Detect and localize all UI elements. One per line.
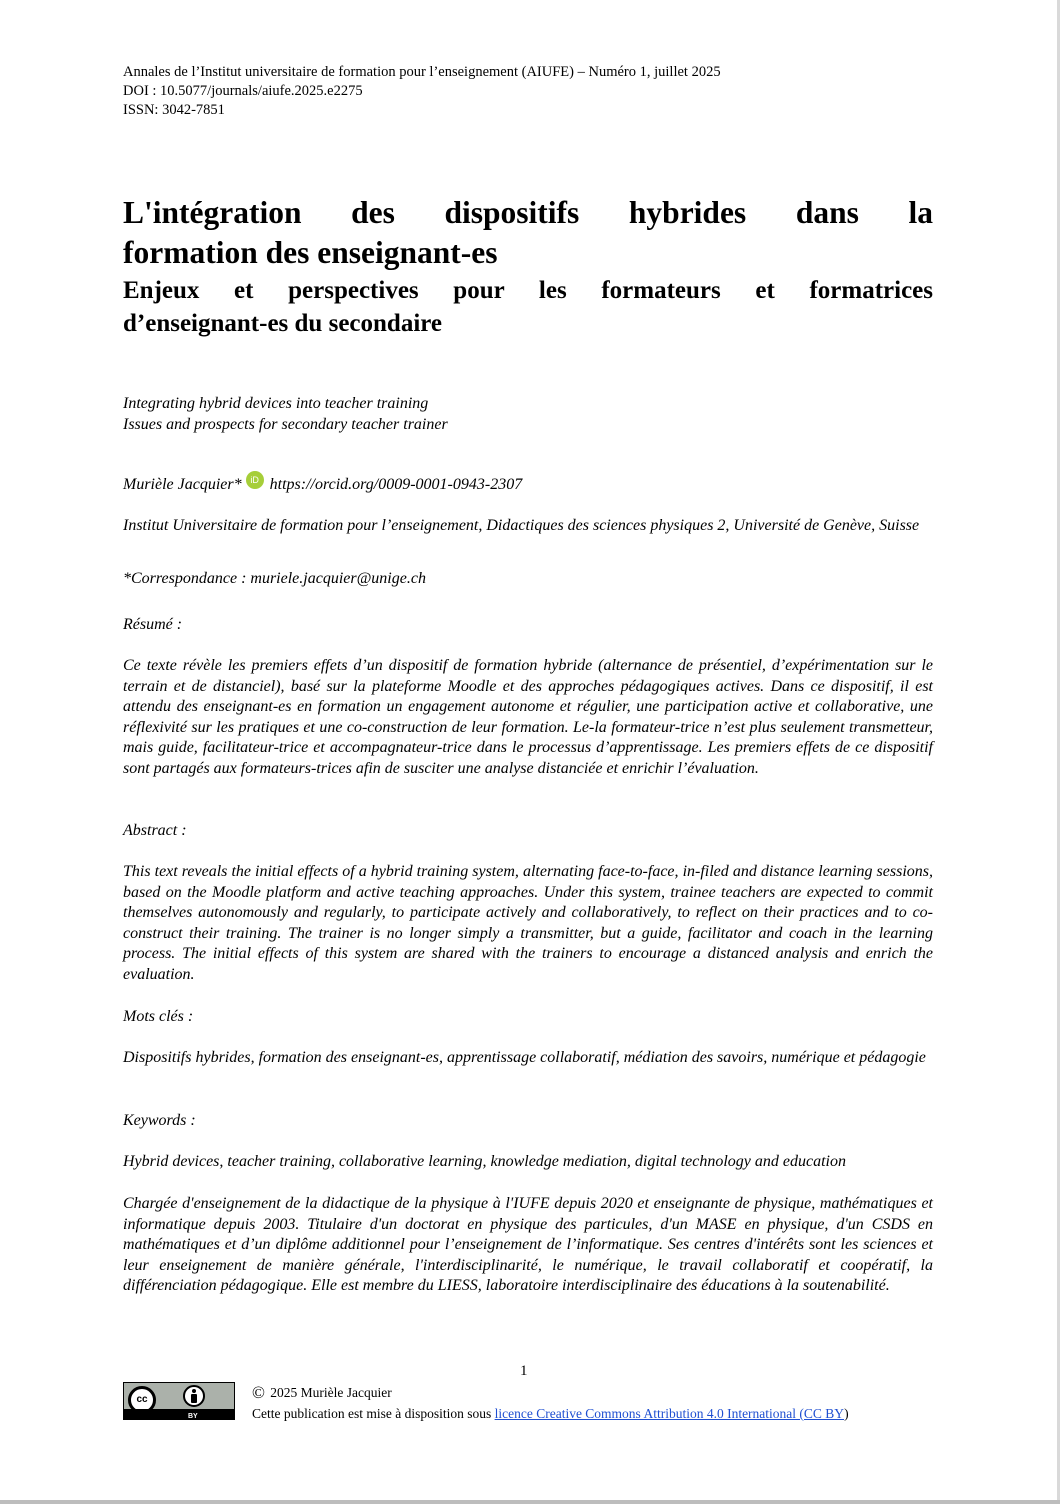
affiliation: Institut Universitaire de formation pour l’enseignement, Didactiques des sciences physiques 2, Université de Genève, Suisse: [123, 517, 920, 534]
article-subtitle: [123, 274, 933, 340]
keywords-label: Keywords :: [123, 1112, 196, 1129]
page-number: 1: [520, 1363, 528, 1379]
english-title-line-2: Issues and prospects for secondary teacher trainer: [123, 416, 448, 433]
abstract-text: This text reveals the initial effects of a hybrid training system, alternating face-to-face, in-filed and distance learning sessions, based on the Moodle platform and active teaching approaches. Under this system, trainee teachers are expected to commit themselves autonomously and regularly, to participate actively and collaboratively, to reflect on their practices and to co-construct their training. The trainer is no longer simply a transmitter, but a guide, facilitator and coach in the learning process. The initial effects of this system are shared with the trainers to encourage a distanced analysis and enrich the evaluation.: [123, 863, 933, 983]
issn-line: ISSN: 3042-7851: [123, 102, 225, 118]
title-line-2: formation des enseignant-es: [123, 235, 498, 270]
orcid-link[interactable]: https://orcid.org/0009-0001-0943-2307: [269, 476, 523, 493]
subtitle-line-1: Enjeux et perspectives pour les formateurs et formatrices: [123, 277, 933, 304]
keywords-text: Hybrid devices, teacher training, collaborative learning, knowledge mediation, digital technology and education: [123, 1153, 846, 1170]
cc-by-license-icon[interactable]: [123, 1382, 235, 1420]
abstract-label: Abstract :: [123, 822, 187, 839]
title-line-1: L'intégration des dispositifs hybrides dans la: [123, 195, 933, 230]
attribution-person-icon: [183, 1385, 205, 1407]
mots-cles-text: Dispositifs hybrides, formation des enseignant-es, apprentissage collaboratif, médiation des savoirs, numérique et pédagogie: [123, 1049, 926, 1066]
author-bio: Chargée d'enseignement de la didactique de la physique à l'IUFE depuis 2020 et enseignante de physique, mathématiques et informatique depuis 2003. Titulaire d'un doctorat en physique des particules, d'un MASE en physique, d'un CSDS en mathématiques et d’un diplôme additionnel pour l’enseignement de l’informatique. Ses centres d'intérêts sont les sciences et leur enseignement de manière générale, l'interdisciplinarité, le numérique, le travail collaboratif et coopératif, la différenciation pédagogique. Elle est membre du LIESS, laboratoire interdisciplinaire des éducations à la soutenabilité.: [123, 1195, 933, 1295]
resume-text: Ce texte révèle les premiers effets d’un dispositif de formation hybride (alternance de présentiel, d’expérimentation sur le terrain et de distanciel), basé sur la plateforme Moodle et des approches pédagogiques actives. Dans ce dispositif, il est attendu des enseignant-es en formation un engagement autonome et régulier, une participation active et collaborative, une réflexivité sur les pratiques et une co-construction de leur formation. Le-la formateur-trice n’est plus seulement transmetteur, mais guide, facilitateur-trice et accompagnateur-trice dans le processus d’apprentissage. Les premiers effets de ce dispositif sont partagés aux formateurs-trices afin de susciter une analyse distanciée et enrichir l’évaluation.: [123, 657, 933, 777]
by-label: BY: [188, 1413, 198, 1420]
license-prefix: Cette publication est mise à disposition sous: [252, 1406, 495, 1421]
cc-icon: cc: [128, 1386, 156, 1414]
copyright-icon: ©: [252, 1383, 265, 1402]
author-name: Murièle Jacquier*: [123, 476, 242, 493]
badge-bar: [124, 1409, 234, 1419]
journal-header: [123, 63, 933, 120]
author-line: [123, 474, 933, 495]
subtitle-line-2: d’enseignant-es du secondaire: [123, 310, 443, 337]
correspondence: *Correspondance : muriele.jacquier@unige.ch: [123, 570, 426, 587]
resume-label: Résumé :: [123, 616, 183, 633]
doi-line: DOI : 10.5077/journals/aiufe.2025.e2275: [123, 83, 363, 99]
copyright-text: 2025 Murièle Jacquier: [270, 1385, 392, 1400]
copyright-line: [252, 1384, 392, 1402]
english-title: [123, 393, 933, 435]
license-line: [252, 1405, 849, 1423]
orcid-icon[interactable]: iD: [246, 471, 264, 489]
license-link[interactable]: licence Creative Commons Attribution 4.0 International (CC BY: [494, 1406, 845, 1421]
mots-cles-label: Mots clés :: [123, 1008, 194, 1025]
english-title-line-1: Integrating hybrid devices into teacher training: [123, 395, 429, 412]
article-title: [123, 193, 933, 273]
page-edge: [0, 1500, 1060, 1504]
journal-line: Annales de l’Institut universitaire de formation pour l’enseignement (AIUFE) – Numéro 1, juillet 2025: [123, 64, 721, 80]
license-suffix: ): [844, 1406, 849, 1421]
